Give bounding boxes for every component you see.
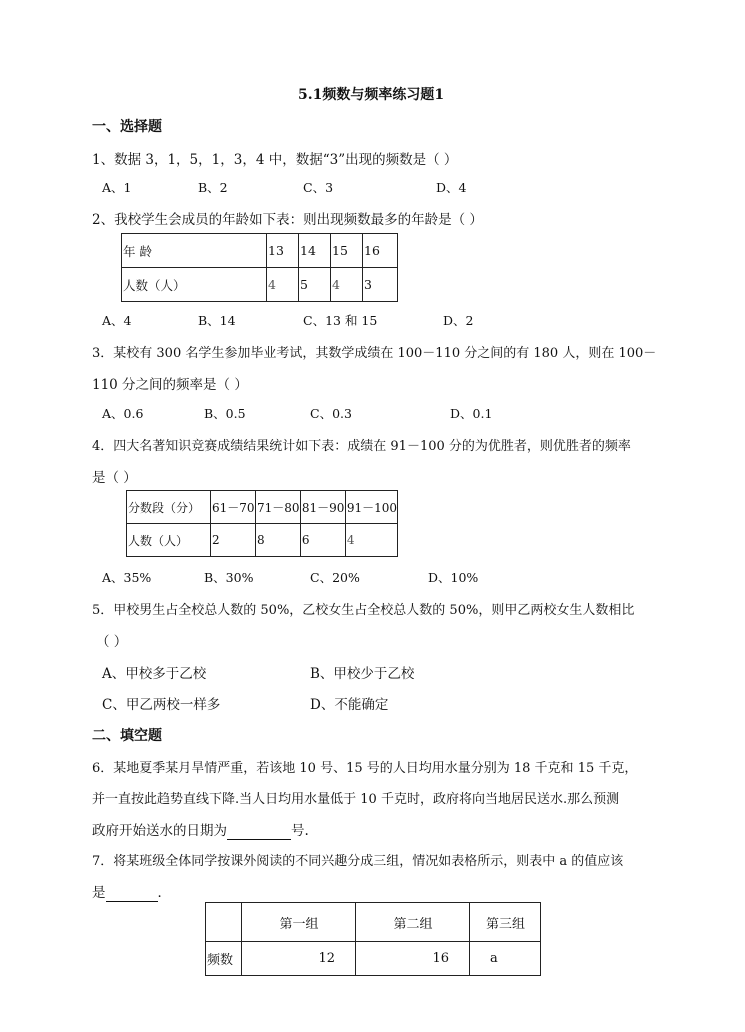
q6-answer-blank[interactable] — [227, 823, 291, 840]
page-title: 5.1频数与频率练习题1 — [298, 87, 445, 103]
q4-table-cell: 分数段（分） — [127, 491, 211, 524]
q3-option-c: C、0.3 — [310, 406, 352, 421]
q1-option-d: D、4 — [436, 180, 467, 195]
q2-table-cell: 15 — [331, 234, 363, 268]
q5-option-d: D、不能确定 — [310, 697, 389, 713]
question-3-line-1: 3．某校有 300 名学生参加毕业考试，其数学成绩在 100－110 分之间的有 180 人，则在 100－ — [92, 346, 657, 361]
question-7-line-1: 7．将某班级全体同学按课外阅读的不同兴趣分成三组，情况如表格所示，则表中 a 的值应该 — [92, 854, 624, 869]
q4-table-cell: 71－80 — [255, 491, 300, 524]
q3-option-a: A、0.6 — [102, 406, 144, 421]
q2-table-cell: 3 — [363, 268, 398, 302]
q5-option-a: A、甲校多于乙校 — [102, 666, 207, 682]
q2-option-a: A、4 — [102, 313, 132, 328]
q4-table-cell: 91－100 — [345, 491, 397, 524]
q4-table-cell: 2 — [211, 524, 256, 557]
q2-table-cell: 13 — [267, 234, 299, 268]
q3-option-b: B、0.5 — [204, 406, 246, 421]
q4-option-b: B、30% — [204, 570, 254, 585]
q2-table-cell: 年 龄 — [122, 234, 267, 268]
q7-line-2-text: 是 — [92, 885, 106, 901]
section-heading-fill-blank: 二、填空题 — [92, 728, 162, 744]
q1-option-a: A、1 — [102, 180, 132, 195]
q4-option-c: C、20% — [310, 570, 360, 585]
q2-table-cell: 4 — [267, 268, 299, 302]
question-1-text: 1、数据 3，1，5，1，3，4 中，数据“3”出现的频数是（ ） — [92, 152, 458, 168]
q7-table-cell — [206, 903, 242, 942]
question-5-line-2: （ ） — [96, 634, 128, 650]
q7-group-table — [205, 902, 541, 976]
q7-table-cell: 第二组 — [356, 903, 470, 942]
q7-table-cell: 第三组 — [470, 903, 541, 942]
q4-table-cell: 8 — [255, 524, 300, 557]
q2-option-c: C、13 和 15 — [303, 313, 378, 328]
q5-option-b: B、甲校少于乙校 — [310, 666, 415, 682]
q1-option-c: C、3 — [303, 180, 334, 195]
q4-table-cell: 81－90 — [300, 491, 345, 524]
question-4-line-2: 是（ ） — [92, 470, 137, 486]
question-6-line-3 — [92, 819, 309, 840]
question-4-line-1: 4．四大名著知识竞赛成绩结果统计如下表：成绩在 91－100 分的为优胜者，则优胜者的频率 — [92, 439, 631, 454]
q2-age-table — [121, 233, 398, 302]
q7-table-cell: 第一组 — [242, 903, 356, 942]
q6-line-3-end: 号. — [291, 823, 309, 839]
q2-table-cell: 16 — [363, 234, 398, 268]
q7-table-cell: 16 — [356, 942, 470, 976]
q4-table-cell: 人数（人） — [127, 524, 211, 557]
q2-table-cell: 14 — [299, 234, 331, 268]
q2-table-cell: 4 — [331, 268, 363, 302]
question-2-text: 2、我校学生会成员的年龄如下表：则出现频数最多的年龄是（ ） — [92, 212, 483, 228]
q6-line-3-text: 政府开始送水的日期为 — [92, 823, 227, 839]
question-5-line-1: 5．甲校男生占全校总人数的 50%，乙校女生占全校总人数的 50%，则甲乙两校女生人数相比 — [92, 603, 635, 618]
q4-option-a: A、35% — [102, 570, 152, 585]
q4-score-table — [126, 490, 398, 557]
q2-table-cell: 人数（人） — [122, 268, 267, 302]
q7-table-cell: 频数 — [206, 942, 242, 976]
q2-option-d: D、2 — [443, 313, 474, 328]
q4-option-d: D、10% — [428, 570, 479, 585]
question-3-line-2: 110 分之间的频率是（ ） — [92, 377, 248, 393]
question-6-line-1: 6．某地夏季某月旱情严重，若该地 10 号、15 号的人日均用水量分别为 18 千克和 15 千克， — [92, 761, 638, 776]
question-6-line-2: 并一直按此趋势直线下降.当人日均用水量低于 10 千克时，政府将向当地居民送水.那么预测 — [92, 792, 620, 807]
q7-table-cell: 12 — [242, 942, 356, 976]
section-heading-choice: 一、选择题 — [92, 119, 162, 135]
q2-option-b: B、14 — [198, 313, 236, 328]
q4-table-cell: 61－70 — [211, 491, 256, 524]
question-7-line-2 — [92, 881, 171, 902]
q4-table-cell: 6 — [300, 524, 345, 557]
q2-table-cell: 5 — [299, 268, 331, 302]
q1-option-b: B、2 — [198, 180, 228, 195]
q4-table-cell: 4 — [345, 524, 397, 557]
q7-table-cell: a — [470, 942, 541, 976]
q7-line-2-end: ． — [157, 885, 171, 901]
q3-option-d: D、0.1 — [450, 406, 493, 421]
q5-option-c: C、甲乙两校一样多 — [102, 697, 221, 713]
q7-answer-blank[interactable] — [106, 885, 158, 902]
